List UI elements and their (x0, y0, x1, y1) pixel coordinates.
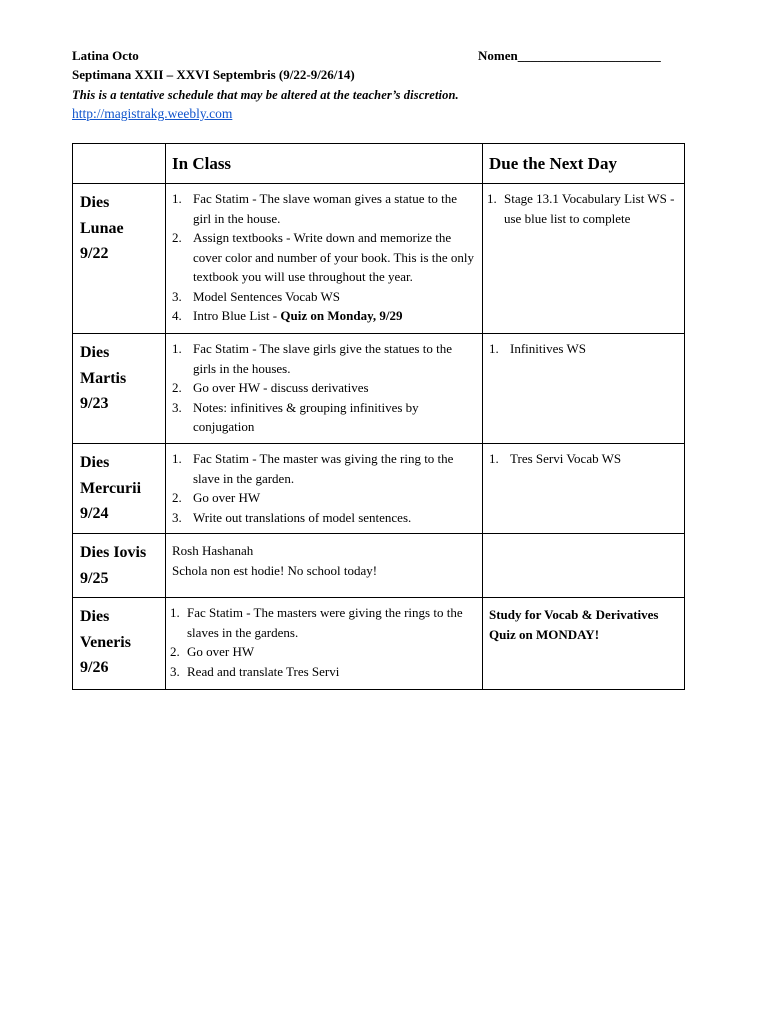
week-title: Septimana XXII – XXVI Septembris (9/22-9/26/14) (72, 67, 355, 82)
table-row (73, 534, 685, 598)
day-date: 9/22 (80, 245, 109, 262)
list-item: 3. Model Sentences Vocab WS (172, 288, 340, 304)
in-class-cell (166, 598, 483, 690)
day-cell (73, 334, 166, 444)
in-class-cell (166, 534, 483, 598)
day-name: Dies (80, 608, 110, 625)
day-date: 9/24 (80, 505, 109, 522)
due-cell (483, 184, 685, 334)
header-in-class: In Class (166, 144, 483, 184)
holiday-note: Rosh Hashanah (172, 543, 254, 558)
due-cell (483, 334, 685, 444)
list-item: 4. Intro Blue List - Quiz on Monday, 9/29 (172, 308, 403, 323)
day-name: Lunae (80, 219, 124, 237)
day-name: Dies Iovis (80, 544, 147, 561)
day-name: Veneris (80, 633, 131, 651)
list-item: 2. Go over HW (172, 490, 261, 505)
due-cell (483, 598, 685, 690)
course-title: Latina Octo (72, 48, 139, 63)
list-item: 3. Notes: infinitives & grouping infinitives by conjugation (172, 399, 419, 434)
quiz-note: Quiz on Monday, 9/29 (280, 308, 403, 323)
table-row (73, 444, 685, 534)
list-item: 1. Tres Servi Vocab WS (489, 451, 622, 466)
website-link[interactable]: http://magistrakg.weebly.com (72, 106, 233, 121)
day-cell (73, 184, 166, 334)
table-row (73, 184, 685, 334)
day-cell (73, 534, 166, 598)
day-cell (73, 444, 166, 534)
header-due-next-day: Due the Next Day (483, 144, 685, 184)
name-field: Nomen______________________ (478, 48, 661, 63)
day-name: Mercurii (80, 479, 142, 497)
day-date: 9/26 (80, 659, 109, 676)
table-header-row (73, 144, 685, 184)
day-date: 9/25 (80, 569, 109, 587)
day-cell (73, 598, 166, 690)
list-item: 1. Fac Statim - The slave girls give the statues to the girls in the houses. (172, 341, 452, 376)
list-item: 2. Go over HW (170, 644, 255, 659)
study-note: Study for Vocab & Derivatives Quiz on MONDAY! (489, 607, 659, 642)
list-item: 1. Fac Statim - The slave woman gives a statue to the girl in the house. (172, 191, 458, 226)
day-name: Dies (80, 194, 110, 211)
in-class-cell (166, 184, 483, 334)
table-row (73, 334, 685, 444)
in-class-cell (166, 334, 483, 444)
table-row (73, 598, 685, 690)
day-name: Dies (80, 454, 110, 471)
list-item: 1. Fac Statim - The masters were giving the rings to the slaves in the gardens. (170, 605, 463, 640)
due-cell (483, 444, 685, 534)
list-item: 1. Fac Statim - The master was giving the ring to the slave in the garden. (172, 451, 454, 486)
in-class-cell (166, 444, 483, 534)
day-date: 9/23 (80, 395, 109, 412)
disclaimer-note: This is a tentative schedule that may be altered at the teacher’s discretion. (72, 88, 459, 102)
day-name: Dies (80, 344, 110, 361)
list-item: 3. Read and translate Tres Servi (170, 663, 340, 679)
list-item: 2. Assign textbooks - Write down and memorize the cover color and number of your book. This is the only textbook you will use throughout the year. (172, 230, 475, 284)
no-school-note: Schola non est hodie! No school today! (172, 562, 378, 578)
day-name: Martis (80, 369, 127, 387)
schedule-table (72, 143, 685, 690)
list-item: 1. Stage 13.1 Vocabulary List WS - use blue list to complete (487, 191, 675, 226)
list-item: 3. Write out translations of model sentences. (172, 509, 412, 525)
list-item: 2. Go over HW - discuss derivatives (172, 380, 369, 395)
header-day-cell (73, 144, 166, 184)
list-item: 1. Infinitives WS (489, 341, 586, 356)
due-cell (483, 534, 685, 598)
